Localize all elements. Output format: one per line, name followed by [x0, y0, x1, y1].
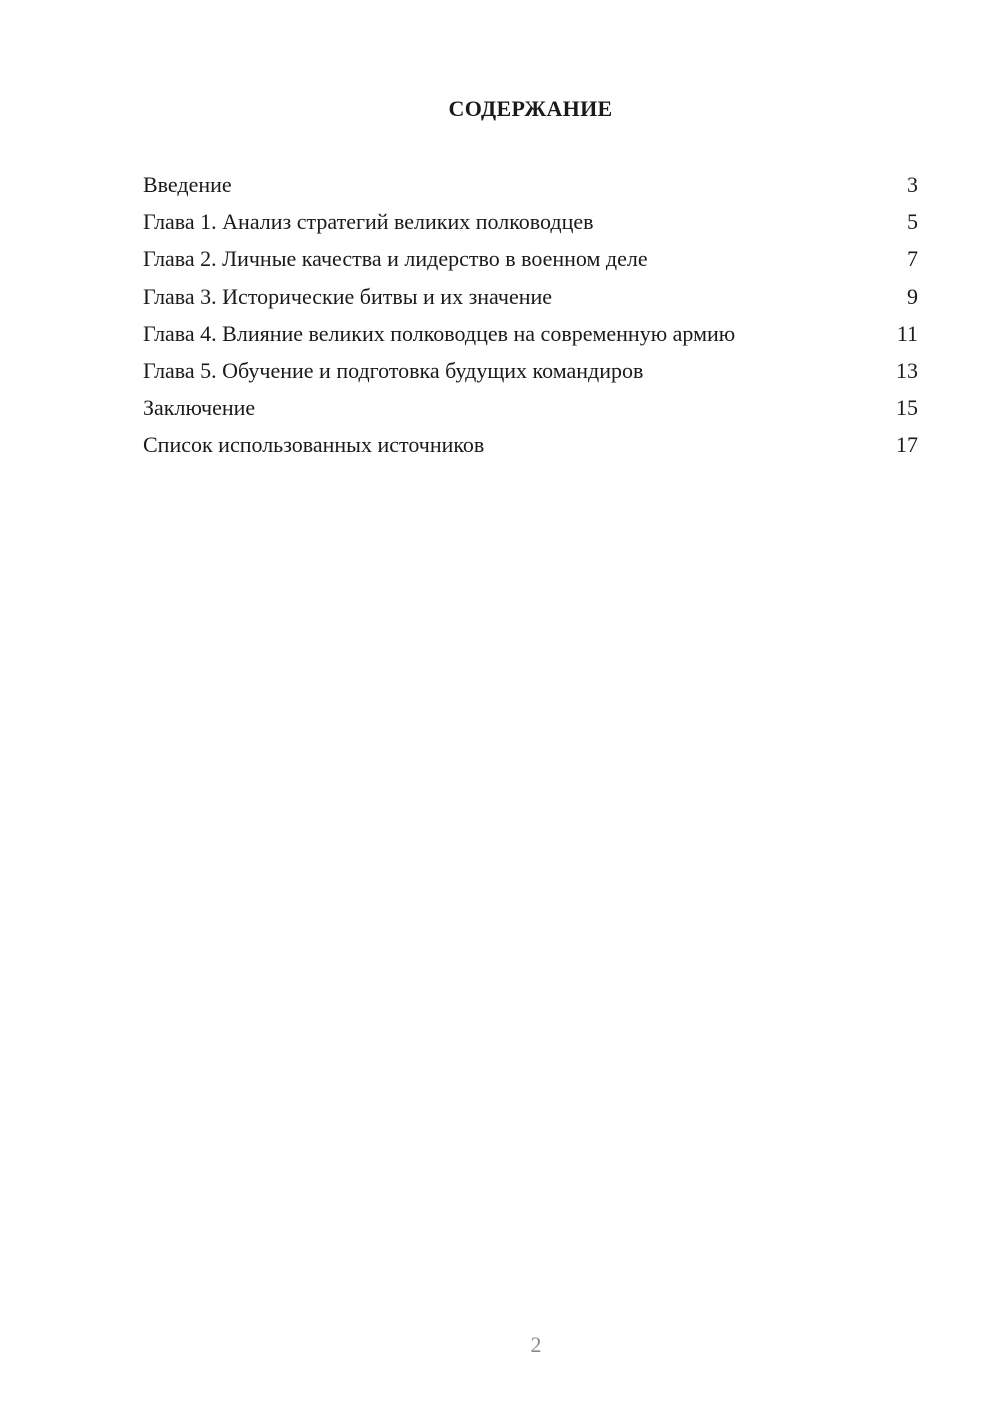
page-title: СОДЕРЖАНИЕ: [448, 96, 613, 121]
toc-item-label: Введение: [143, 172, 232, 197]
toc-item-conclusion: [143, 389, 918, 426]
toc-item-label: Глава 1. Анализ стратегий великих полководцев: [143, 209, 594, 235]
toc-item-chapter-5: [143, 352, 918, 389]
toc-item-references: [143, 426, 918, 463]
toc-item-chapter-3: [143, 278, 918, 315]
toc-item-page: 13: [896, 357, 918, 383]
toc-item-chapter-1: [143, 203, 918, 240]
toc-item-page: 7: [907, 246, 918, 272]
table-of-contents: [143, 166, 918, 464]
toc-item-label: Глава 2. Личные качества и лидерство в военном деле: [143, 246, 648, 272]
toc-item-page: 5: [907, 209, 918, 235]
toc-item-label: Глава 5. Обучение и подготовка будущих командиров: [143, 357, 644, 383]
toc-item-page: 17: [896, 432, 918, 458]
toc-item-chapter-4: [143, 315, 918, 352]
toc-item-page: 9: [907, 283, 918, 309]
toc-item-label: Список использованных источников: [143, 432, 485, 458]
page-number: 2: [530, 1332, 542, 1357]
toc-item-introduction: [143, 166, 918, 203]
toc-item-label: Глава 3. Исторические битвы и их значение: [143, 283, 553, 309]
toc-item-chapter-2: [143, 240, 918, 277]
toc-item-label: Глава 4. Влияние великих полководцев на современную армию: [143, 320, 736, 346]
toc-item-label: Заключение: [143, 395, 256, 421]
toc-item-page: 11: [896, 320, 918, 346]
toc-item-page: 15: [896, 395, 918, 421]
toc-item-page: 3: [907, 172, 918, 197]
